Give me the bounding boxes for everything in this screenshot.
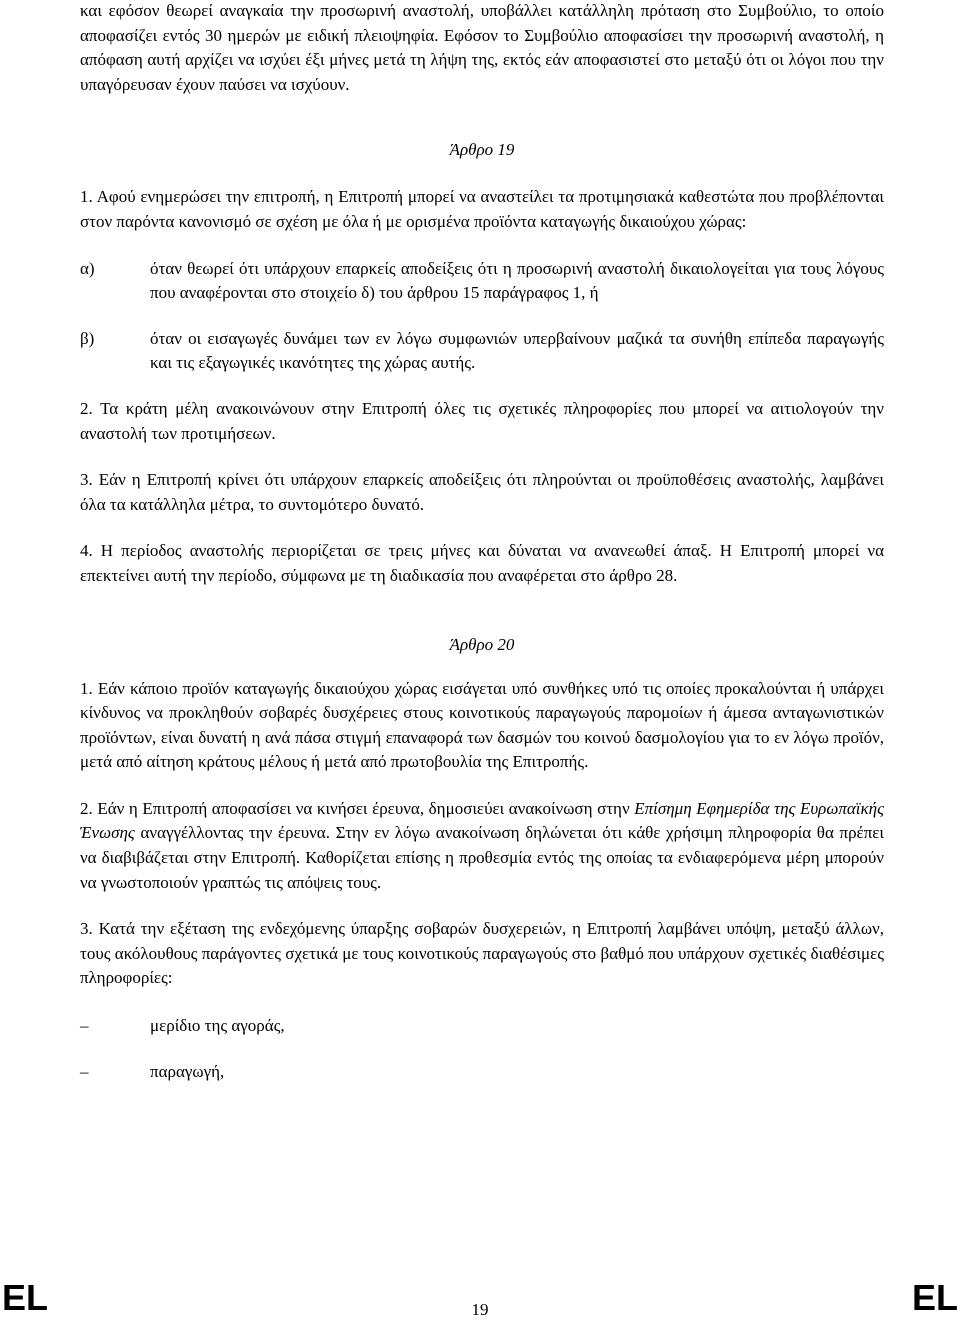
language-code-right: EL <box>911 1277 958 1318</box>
dash-item-text: μερίδιο της αγοράς, <box>150 1016 285 1036</box>
dash-item-text: παραγωγή, <box>150 1062 225 1082</box>
item-a-marker: α) <box>80 258 95 278</box>
article-19-paragraph-3: 3. Εάν η Επιτροπή κρίνει ότι υπάρχουν επαρκείς αποδείξεις ότι πληρούνται οι προϋποθέσεις αναστολής, λαμβάνει όλα τα κατάλληλα μέτρα, το συντομότερο δυνατό. <box>80 470 884 514</box>
article-19-paragraph-4: 4. Η περίοδος αναστολής περιορίζεται σε τρεις μήνες και δύναται να ανανεωθεί άπαξ. Η Επιτροπή μπορεί να επεκτείνει αυτή την περίοδο, σύμφωνα με τη διαδικασία που αναφέρεται στο άρθρο 28. <box>80 541 884 585</box>
article-19-item-a <box>80 257 884 306</box>
dash-item-production <box>80 1060 884 1084</box>
article-19-heading: Άρθρο 19 <box>449 140 515 160</box>
document-page <box>80 0 884 1084</box>
article-19-item-b <box>80 327 884 376</box>
article-20-paragraph-2 <box>80 797 884 895</box>
dash-marker: – <box>80 1016 89 1036</box>
page-number: 19 <box>471 1300 489 1319</box>
official-journal-title: Επίσημη Εφημερίδα της Ευρωπαϊκής Ένωσης <box>80 798 884 843</box>
dash-marker: – <box>80 1062 89 1082</box>
article-19-paragraph-2: 2. Τα κράτη μέλη ανακοινώνουν στην Επιτροπή όλες τις σχετικές πληροφορίες που μπορεί να αιτιολογούν την αναστολή των προτιμήσεων. <box>80 398 884 443</box>
article-19-paragraph-1: 1. Αφού ενημερώσει την επιτροπή, η Επιτροπή μπορεί να αναστείλει τα προτιμησιακά καθεστώτα που προβλέπονται στον παρόντα κανονισμό σε σχέση με όλα ή με ορισμένα προϊόντα καταγωγής δικαιούχου χώρας: <box>80 187 884 231</box>
item-b-text: όταν οι εισαγωγές δυνάμει των εν λόγω συμφωνιών υπερβαίνουν μαζικά τα συνήθη επίπεδα παραγωγής και τις εξαγωγικές ικανότητες της χώρας αυτής. <box>150 328 884 373</box>
article-20-paragraph-1: 1. Εάν κάποιο προϊόν καταγωγής δικαιούχου χώρας εισάγεται υπό συνθήκες υπό τις οποίες προκαλούνται ή υπάρχει κίνδυνος να προκληθούν σοβαρές δυσχέρειες στους κοινοτικούς παραγωγούς παρομοίων ή άμεσα ανταγωνιστικών προϊόντων, είναι δυνατή η ανά πάσα στιγμή επαναφορά των δασμών του κοινού δασμολογίου για το εν λόγω προϊόν, μετά από αίτηση κράτους μέλους ή μετά από πρωτοβουλία της Επιτροπής. <box>80 678 884 772</box>
article-20-paragraph-3: 3. Κατά την εξέταση της ενδεχόμενης ύπαρξης σοβαρών δυσχερειών, η Επιτροπή λαμβάνει υπόψη, μεταξύ άλλων, τους ακόλουθους παράγοντες σχετικά με τους κοινοτικούς παραγωγούς στο βαθμό που υπάρχουν σχετικές διαθέσιμες πληροφορίες: <box>80 919 884 988</box>
item-a-text: όταν θεωρεί ότι υπάρχουν επαρκείς αποδείξεις ότι η προσωρινή αναστολή δικαιολογείται για τους λόγους που αναφέρονται στο στοιχείο δ) του άρθρου 15 παράγραφος 1, ή <box>150 258 884 303</box>
paragraph-2-text-start: 2. Εάν η Επιτροπή αποφασίσει να κινήσει έρευνα, δημοσιεύει ανακοίνωση στην <box>80 798 635 818</box>
article-20-heading: Άρθρο 20 <box>449 634 515 654</box>
paragraph-2-text-end: αναγγέλλοντας την έρευνα. Στην εν λόγω ανακοίνωση δηλώνεται ότι κάθε χρήσιμη πληροφορία θα πρέπει να διαβιβάζεται στην Επιτροπή. Καθορίζεται επίσης η προθεσμία εντός της οποίας τα ενδιαφερόμενα μέρη μπορούν να γνωστοποιούν γραπτώς τις απόψεις τους. <box>80 823 884 892</box>
intro-paragraph: και εφόσον θεωρεί αναγκαία την προσωρινή αναστολή, υποβάλλει κατάλληλη πρόταση στο Συμβούλιο, το οποίο αποφασίζει εντός 30 ημερών με ειδική πλειοψηφία. Εφόσον το Συμβούλιο αποφασίσει την προσωρινή αναστολή, η απόφαση αυτή αρχίζει να ισχύει έξι μήνες μετά τη λήψη της, εκτός εάν αποφασιστεί στο μεταξύ ότι οι λόγοι που την υπαγόρευσαν έχουν παύσει να ισχύουν. <box>80 1 884 94</box>
language-code-left: EL <box>2 1277 49 1318</box>
dash-item-market-share <box>80 1014 884 1038</box>
item-b-marker: β) <box>80 328 95 348</box>
